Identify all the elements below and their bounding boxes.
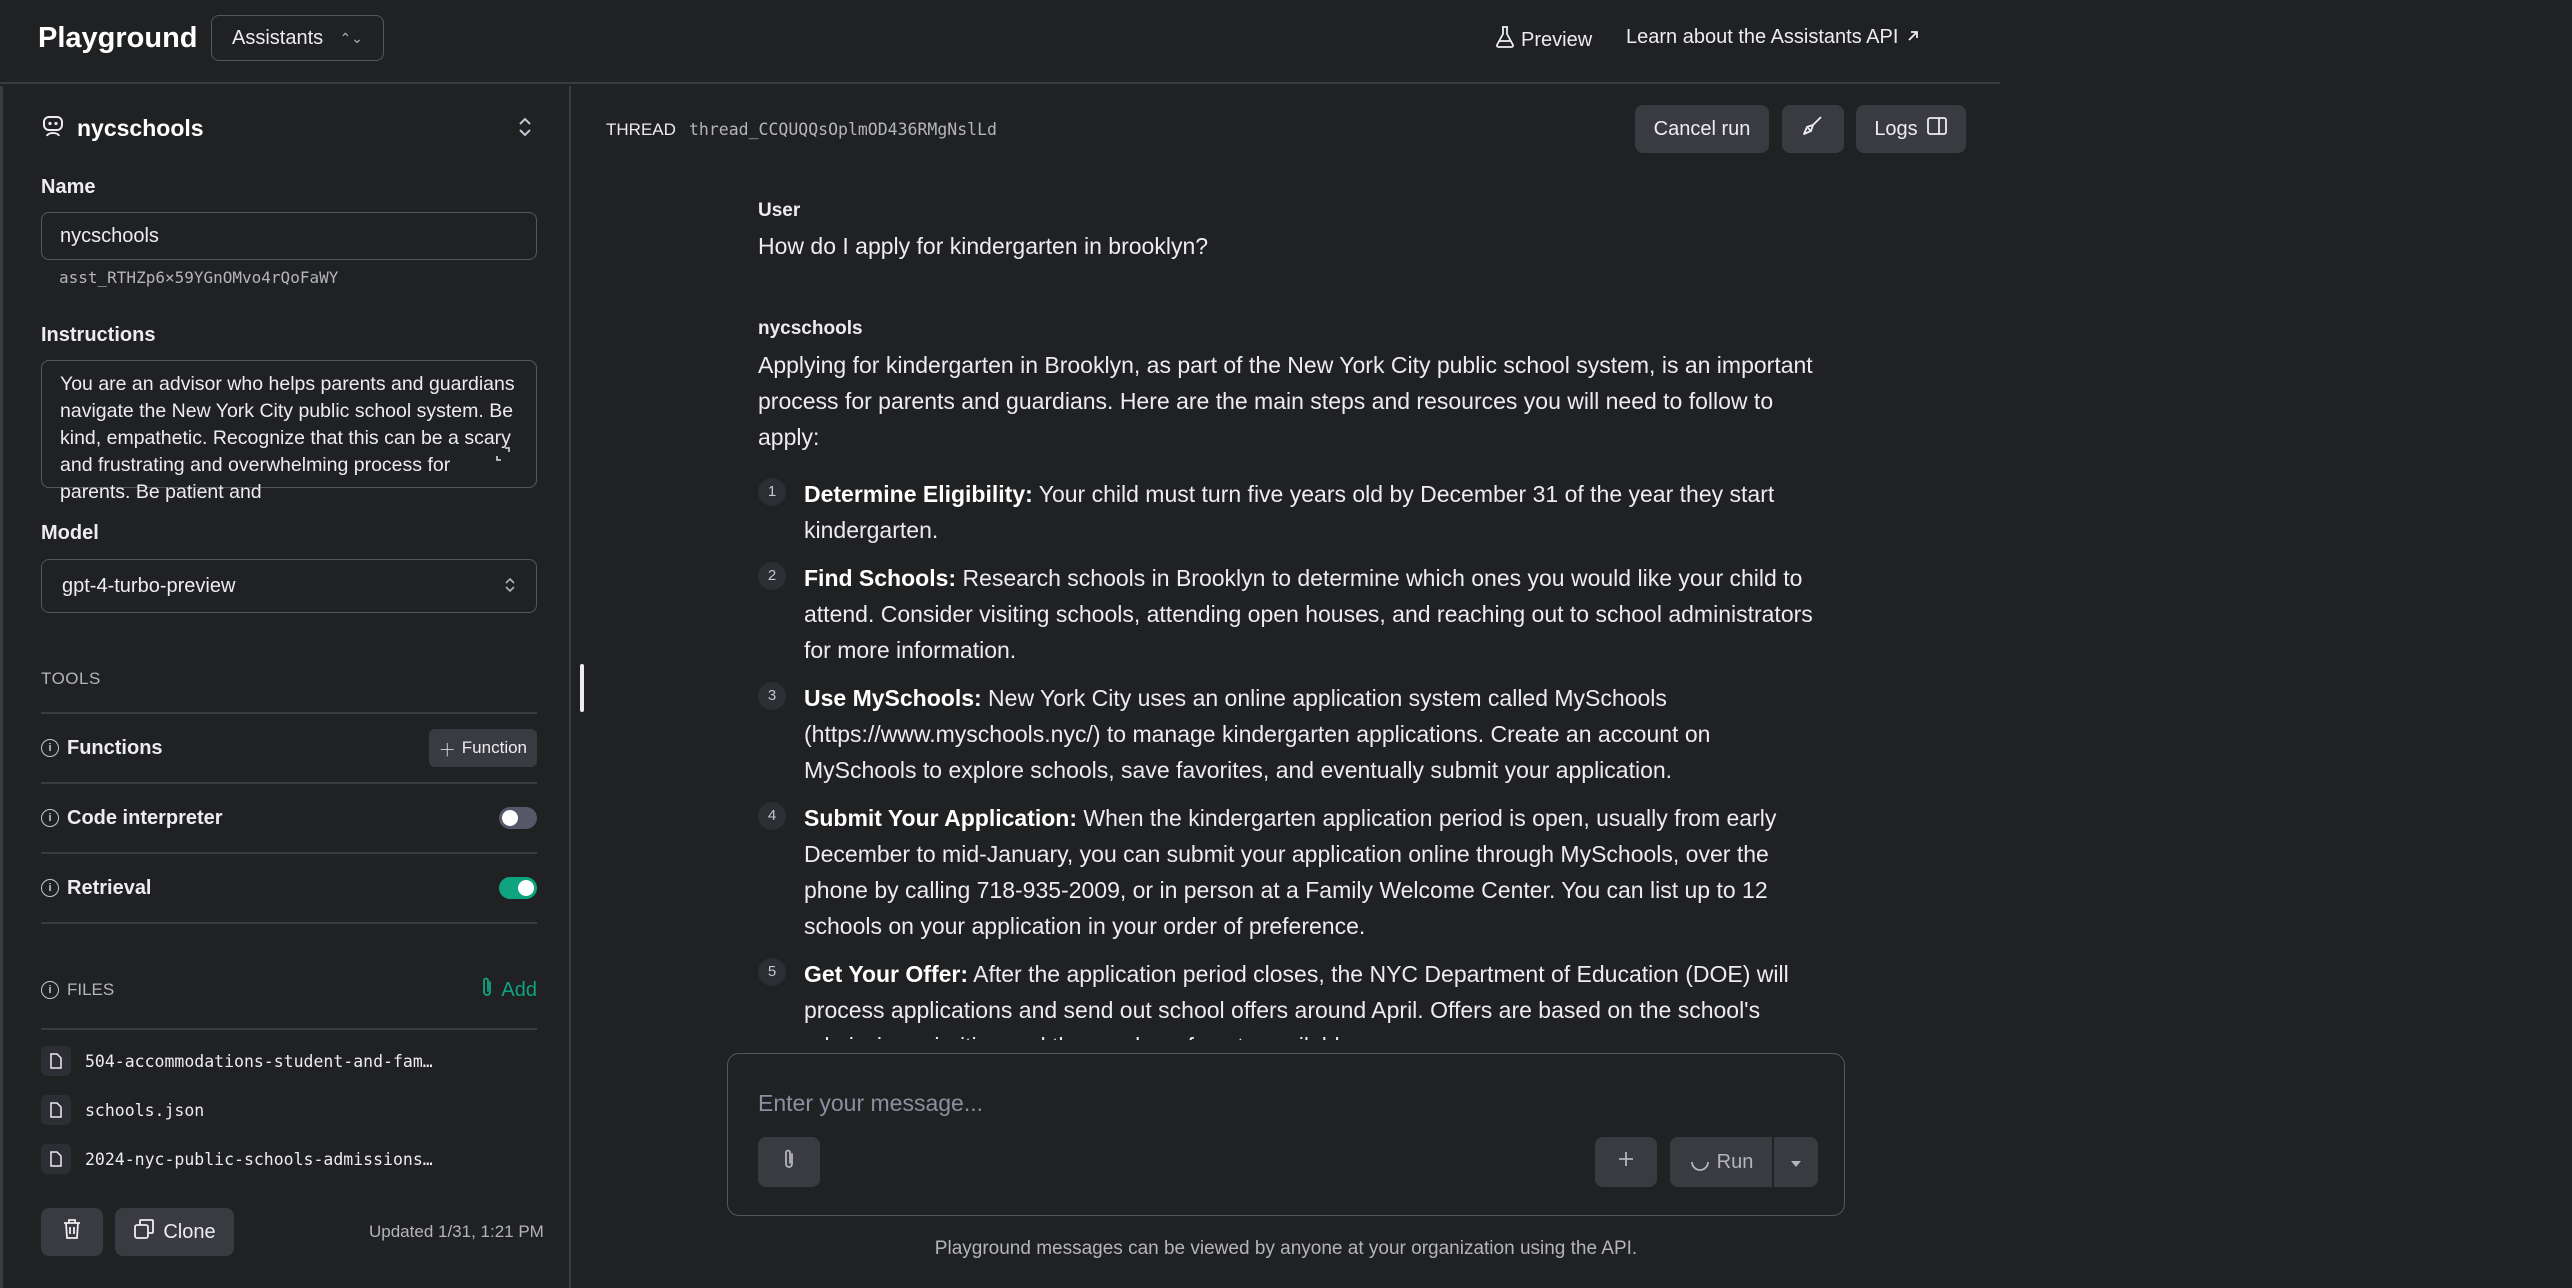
- file-name: schools.json: [85, 1100, 205, 1120]
- privacy-note: Playground messages can be viewed by anyone at your organization using the API.: [934, 1238, 1638, 1259]
- step-text: New York City uses an online application system called MySchools (https://www.myschools.nyc/) to manage kindergarten applications. Create an account on MySchools to explore schools, save favorites, and eventually submit your application.: [804, 685, 1711, 783]
- step-number: 4: [758, 802, 786, 830]
- app-title: Playground: [38, 22, 198, 54]
- retrieval-label: Retrieval: [67, 876, 152, 899]
- tool-row-functions: [41, 715, 537, 781]
- panel-resize-handle[interactable]: [580, 664, 584, 712]
- broom-icon: [1801, 114, 1825, 144]
- user-message-author: User: [758, 200, 801, 221]
- cancel-run-button[interactable]: [1635, 105, 1769, 153]
- plus-icon: ＋: [438, 740, 456, 760]
- step-title: Determine Eligibility:: [804, 481, 1033, 507]
- sidebar-panel-icon: [1926, 116, 1948, 142]
- robot-icon: [41, 114, 65, 143]
- run-label: Run: [1716, 1150, 1754, 1173]
- code-interpreter-label: Code interpreter: [67, 806, 223, 829]
- tools-section-title: TOOLS: [41, 669, 101, 688]
- step-number: 3: [758, 682, 786, 710]
- flask-icon: [1495, 26, 1515, 54]
- clone-label: Clone: [163, 1220, 216, 1243]
- run-button[interactable]: [1670, 1137, 1772, 1187]
- divider: [41, 712, 537, 714]
- paperclip-icon: [479, 976, 495, 1004]
- step-title: Get Your Offer:: [804, 961, 968, 987]
- assistant-header[interactable]: [41, 114, 204, 143]
- preview-label: Preview: [1521, 28, 1593, 51]
- step-text: When the kindergarten application period is open, usually from early December to mid-January, you can submit your application online through MySchools, over the phone by calling 718-935-2009, or in person at a Family Welcome Center. You can list up to 12 schools on your application in your order of preference.: [804, 805, 1777, 939]
- file-name: 2024-nyc-public-schools-admissions…: [85, 1149, 433, 1169]
- tool-row-retrieval: [41, 855, 537, 921]
- mode-select[interactable]: [211, 15, 384, 61]
- retrieval-toggle[interactable]: [499, 877, 537, 899]
- list-item: [758, 560, 1828, 668]
- code-interpreter-toggle[interactable]: [499, 807, 537, 829]
- instructions-textarea[interactable]: You are an advisor who helps parents and guardians navigate the New York City public school system. Be kind, empathetic. Recognize that this can be a scary and frustrating and overwhelming process for parents. Be patient and: [41, 360, 537, 488]
- file-icon: [41, 1095, 71, 1125]
- functions-label: Functions: [67, 736, 163, 759]
- clear-thread-button[interactable]: [1782, 105, 1844, 153]
- tool-row-code-interpreter: [41, 785, 537, 851]
- name-label: Name: [41, 176, 96, 198]
- file-item[interactable]: [41, 1095, 204, 1125]
- assistant-switcher-icon[interactable]: [517, 116, 533, 143]
- step-number: 1: [758, 478, 786, 506]
- thread-label: THREAD: [606, 120, 676, 139]
- add-file-label: Add: [501, 978, 537, 1001]
- list-item: [758, 476, 1828, 548]
- message-composer: [727, 1053, 1845, 1216]
- add-function-button[interactable]: [429, 729, 537, 767]
- instructions-label: Instructions: [41, 324, 156, 346]
- spinner-icon: [1689, 1148, 1711, 1176]
- learn-link-label: Learn about the Assistants API: [1626, 26, 1899, 48]
- caret-down-icon: [1790, 1151, 1802, 1174]
- divider: [41, 922, 537, 924]
- info-icon[interactable]: i: [41, 981, 59, 999]
- learn-assistants-api-link[interactable]: [1626, 26, 1920, 49]
- assistant-id: asst_RTHZp6×59YGnOMvo4rQoFaWY: [59, 268, 339, 287]
- step-title: Submit Your Application:: [804, 805, 1078, 831]
- info-icon[interactable]: i: [41, 739, 59, 757]
- external-link-icon: [1906, 26, 1920, 49]
- file-icon: [41, 1046, 71, 1076]
- step-number: 2: [758, 562, 786, 590]
- info-icon[interactable]: i: [41, 879, 59, 897]
- add-function-label: Function: [461, 738, 527, 757]
- step-text: Your child must turn five years old by December 31 of the year they start kindergarten.: [804, 481, 1775, 543]
- info-icon[interactable]: i: [41, 809, 59, 827]
- step-number: 5: [758, 958, 786, 986]
- files-section-title: FILES: [67, 980, 115, 999]
- divider: [41, 852, 537, 854]
- divider: [41, 782, 537, 784]
- model-value: gpt-4-turbo-preview: [62, 574, 236, 597]
- add-file-button[interactable]: [479, 976, 537, 1004]
- step-text: Research schools in Brooklyn to determine which ones you would like your child to attend. Consider visiting schools, attending open houses, and reaching out to school administrators for more information.: [804, 565, 1813, 663]
- paperclip-icon: [781, 1147, 797, 1177]
- updated-timestamp: Updated 1/31, 1:21 PM: [369, 1222, 544, 1241]
- expand-icon[interactable]: [495, 446, 511, 465]
- mode-select-label: Assistants: [232, 26, 324, 49]
- files-header: [41, 976, 537, 1004]
- thread-id: thread_CCQUQQsOplmOD436RMgNslLd: [689, 120, 997, 139]
- chevron-up-down-icon: [504, 576, 516, 597]
- assistant-message-intro: Applying for kindergarten in Brooklyn, as part of the New York City public school system, is an important process for parents and guardians. Here are the main steps and resources you will need to follow to apply:: [758, 352, 1813, 450]
- step-title: Use MySchools:: [804, 685, 982, 711]
- model-select[interactable]: [41, 559, 537, 613]
- assistant-message-author: nycschools: [758, 318, 863, 339]
- cancel-run-label: Cancel run: [1653, 117, 1751, 140]
- logs-button[interactable]: [1856, 105, 1966, 153]
- file-name: 504-accommodations-student-and-fam…: [85, 1051, 433, 1071]
- assistant-steps-list: [758, 476, 1828, 1076]
- top-bar: [0, 0, 2000, 84]
- model-label: Model: [41, 522, 99, 544]
- message-input[interactable]: [758, 1090, 1798, 1117]
- name-input[interactable]: [41, 212, 537, 260]
- attach-file-button[interactable]: [758, 1137, 820, 1187]
- plus-icon: [1617, 1150, 1635, 1174]
- preview-button[interactable]: [1495, 26, 1592, 54]
- step-text: After the application period closes, the NYC Department of Education (DOE) will process applications and send out school offers around April. Offers are based on the school's: [804, 961, 1789, 1023]
- assistant-name: nycschools: [77, 115, 204, 141]
- file-item[interactable]: [41, 1046, 433, 1076]
- logs-label: Logs: [1874, 117, 1918, 140]
- step-title: Find Schools:: [804, 565, 957, 591]
- add-message-button[interactable]: [1595, 1137, 1657, 1187]
- file-item[interactable]: [41, 1144, 433, 1174]
- list-item: [758, 680, 1828, 788]
- divider: [41, 1028, 537, 1030]
- list-item: [758, 800, 1828, 944]
- assistant-panel: [0, 86, 571, 1288]
- file-icon: [41, 1144, 71, 1174]
- chevron-up-down-icon: ⌃⌄: [339, 29, 363, 46]
- user-message-text: How do I apply for kindergarten in brooklyn?: [758, 233, 1209, 259]
- run-options-button[interactable]: [1774, 1137, 1818, 1187]
